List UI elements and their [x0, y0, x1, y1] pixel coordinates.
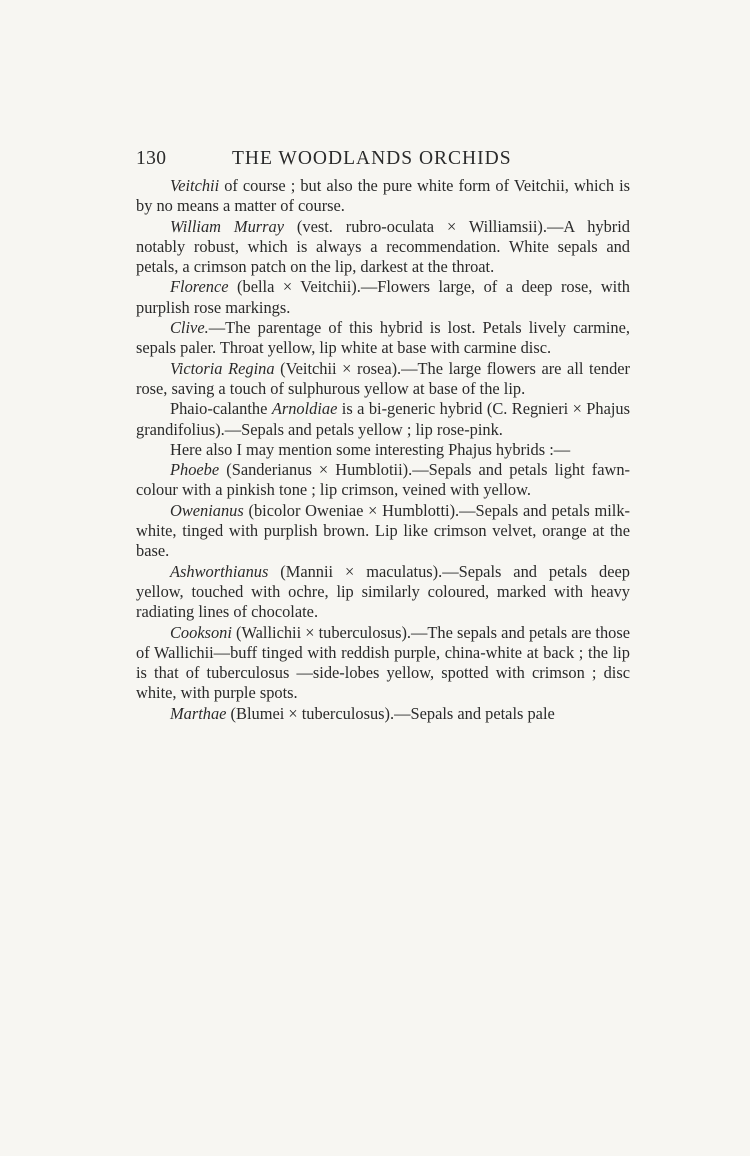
hybrid-entry	[136, 318, 630, 359]
hybrid-name: Florence	[170, 277, 229, 297]
hybrid-entry	[136, 359, 630, 400]
hybrid-name: Ashworthianus	[170, 561, 269, 581]
hybrid-name: Phoebe	[170, 460, 220, 480]
hybrid-entry	[136, 460, 630, 501]
hybrid-description: is a bi-generic hybrid (C. Regnieri × Phajus grandifolius).—Sepals and petals yellow ; lip rose-pink.	[136, 399, 630, 439]
running-head	[136, 148, 630, 170]
hybrid-name: Owenianus	[170, 500, 244, 520]
hybrid-description: (Sanderianus × Humblotii).—Sepals and petals light fawn-colour with a pinkish tone ; lip crimson, veined with yellow.	[136, 460, 630, 500]
entry-lead-text: Here also I may mention some interesting Phajus hybrids :—	[170, 439, 571, 459]
hybrid-description: (bicolor Oweniae × Humblotti).—Sepals and petals milk-white, tinged with purplish brown. Lip like crimson velvet, orange at the base.	[136, 500, 630, 561]
hybrid-entry	[136, 501, 630, 562]
hybrid-entry	[136, 399, 630, 440]
page-number: 130	[136, 148, 167, 169]
hybrid-name: Veitchii	[170, 176, 220, 195]
hybrid-name: Marthae	[170, 703, 227, 723]
hybrid-description: (Mannii × maculatus).—Sepals and petals deep yellow, touched with ochre, lip similarly coloured, marked with heavy radiating lines of chocolate.	[136, 561, 630, 622]
hybrid-name: Victoria Regina	[170, 358, 275, 378]
hybrid-entry	[136, 217, 630, 278]
hybrid-description: of course ; but also the pure white form of Veitchii, which is by no means a matter of course.	[136, 176, 630, 216]
hybrid-description: (Blumei × tuberculosus).—Sepals and petals pale	[226, 703, 555, 723]
hybrid-name: Arnoldiae	[271, 399, 338, 419]
hybrid-entry	[136, 277, 630, 318]
book-page	[136, 148, 630, 724]
body-text	[136, 176, 630, 724]
hybrid-entry	[136, 440, 630, 460]
hybrid-description: (Wallichii × tuberculosus).—The sepals and petals are those of Wallichii—buff tinged with reddish purple, china-white at back ; the lip is that of tuberculosus —side-lobes yellow, spotted with crimson ; disc white, with purple spots.	[136, 622, 630, 703]
hybrid-name: Cooksoni	[170, 622, 232, 642]
hybrid-name: Clive.	[170, 318, 209, 338]
hybrid-description: (Veitchii × rosea).—The large flowers are all tender rose, saving a touch of sulphurous yellow at base of the lip.	[136, 358, 630, 398]
hybrid-description: —The parentage of this hybrid is lost. Petals lively carmine, sepals paler. Throat yellow, lip white at base with carmine disc.	[136, 318, 630, 358]
entry-lead-text: Phaio-calanthe	[170, 399, 272, 419]
running-title: THE WOODLANDS ORCHIDS	[232, 148, 512, 169]
hybrid-entry	[136, 562, 630, 623]
hybrid-entry	[136, 704, 630, 724]
hybrid-entry	[136, 176, 630, 217]
hybrid-description: (vest. rubro-oculata × Williamsii).—A hybrid notably robust, which is always a recommendation. White sepals and petals, a crimson patch on the lip, darkest at the throat.	[136, 216, 631, 277]
hybrid-description: (bella × Veitchii).—Flowers large, of a deep rose, with purplish rose markings.	[136, 277, 630, 317]
hybrid-entry	[136, 623, 630, 704]
hybrid-name: William Murray	[170, 216, 284, 236]
